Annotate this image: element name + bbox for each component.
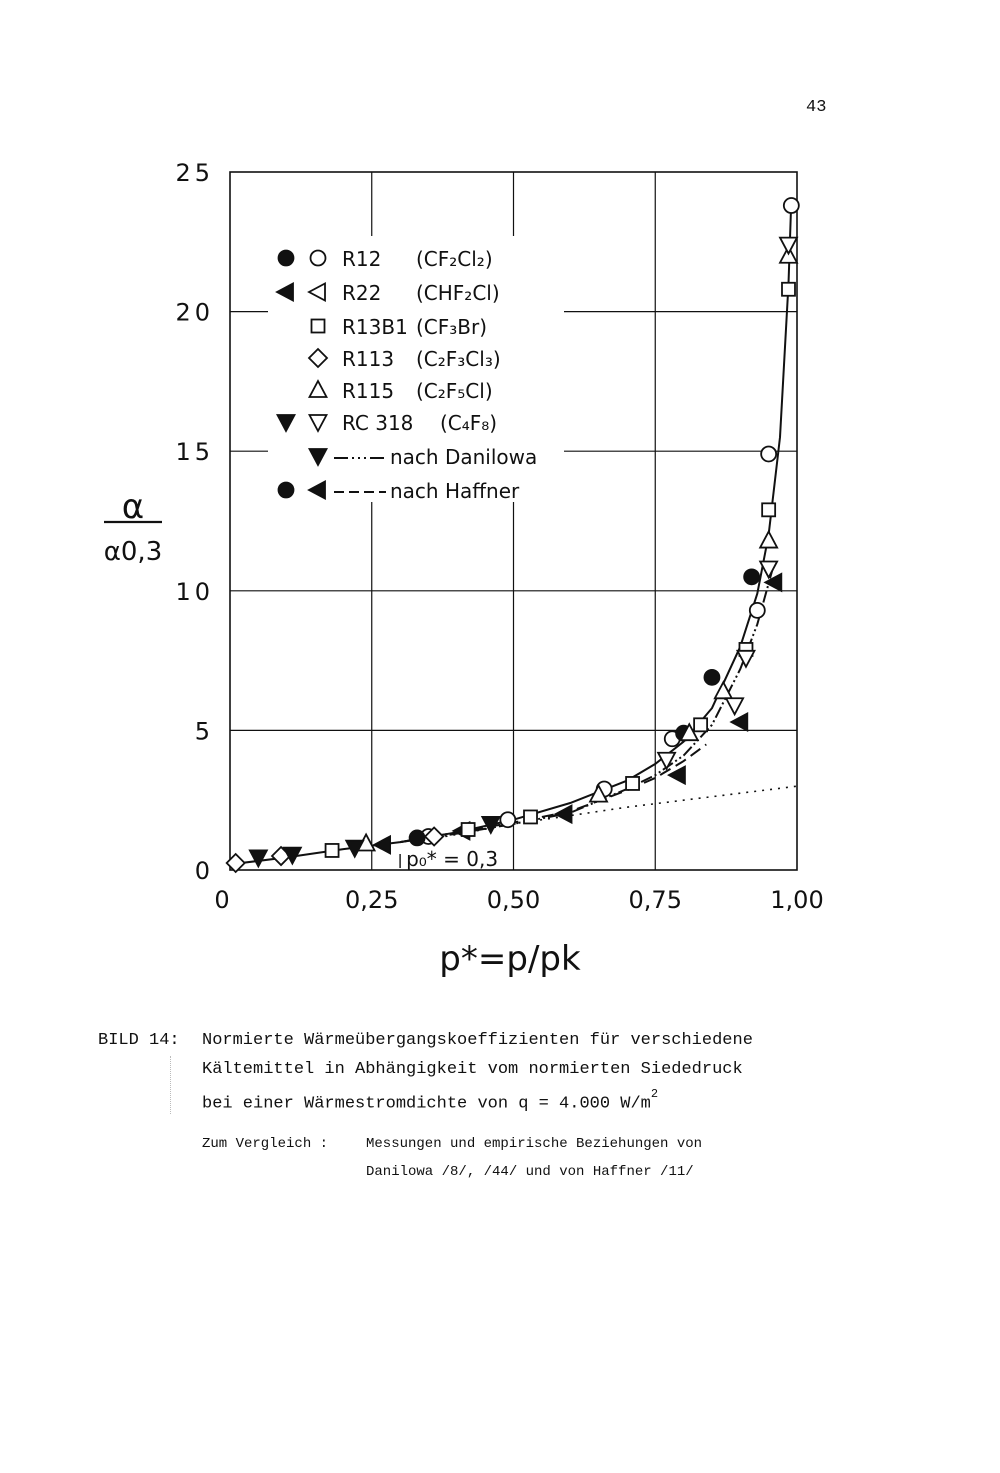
legend-name: RC 318 [342, 411, 414, 435]
y-tick-label: 15 [175, 438, 214, 467]
legend-marker [279, 483, 294, 498]
legend-formula: (C₂F₃Cl₃) [416, 347, 501, 371]
legend-formula: (C₄F₈) [440, 411, 498, 435]
data-point [731, 714, 747, 731]
series-r22-triangle-left-filled [374, 574, 781, 853]
data-point [737, 651, 754, 667]
data-point [462, 823, 475, 836]
data-point [750, 603, 765, 618]
x-tick-label: 0 [214, 886, 230, 914]
y-tick-label: 5 [194, 717, 214, 746]
x-tick-label: 0,25 [345, 886, 399, 914]
legend-name: R12 [342, 247, 382, 271]
note-line-1: Messungen und empirische Beziehungen von [366, 1136, 703, 1152]
legend-formula: (C₂F₅Cl) [416, 379, 493, 403]
legend-marker [311, 251, 326, 266]
data-point [780, 238, 797, 254]
data-point [556, 806, 572, 823]
legend-name: R113 [342, 347, 395, 371]
y-tick-label: 20 [175, 298, 214, 327]
caption-unit-exponent: 2 [650, 1087, 659, 1101]
legend-name: R13B1 [342, 315, 408, 339]
data-point [744, 569, 759, 584]
legend-marker [312, 320, 325, 333]
data-point [762, 503, 775, 516]
legend-name: nach Danilowa [390, 445, 538, 469]
data-point [326, 844, 339, 857]
x-tick-label: 1,00 [770, 886, 824, 914]
note-line-2: Danilowa /8/, /44/ und von Haffner /11/ [366, 1164, 694, 1180]
caption-line-1: Normierte Wärmeübergangskoeffizienten für verschiedene [202, 1031, 753, 1050]
legend-name: R22 [342, 281, 382, 305]
page-number: 43 [806, 98, 827, 117]
legend-formula: (CF₂Cl₂) [416, 247, 493, 271]
data-point [524, 810, 537, 823]
data-point [760, 532, 777, 548]
data-point [410, 830, 425, 845]
x-tick-label: 0,50 [486, 886, 541, 914]
data-point [500, 812, 515, 827]
x-tick-label: 0,75 [628, 886, 682, 914]
annotation-p0-label: p₀* = 0,3 [406, 847, 499, 871]
y-tick-label: 10 [175, 577, 214, 606]
data-point [726, 698, 743, 714]
legend-marker [279, 251, 294, 266]
caption-line-2: Kältemittel in Abhängigkeit vom normierten Siededruck [202, 1060, 743, 1079]
data-point [669, 767, 685, 784]
legend-name: nach Haffner [390, 479, 520, 503]
curve-nach-danilowa [400, 563, 774, 842]
curve-dotted [446, 786, 798, 836]
legend-name: R115 [342, 379, 395, 403]
data-point [374, 836, 390, 853]
caption-rule [170, 1056, 171, 1114]
y-tick-label: 0 [194, 857, 214, 885]
y-axis-label-denominator: α0,3 [103, 537, 163, 567]
data-point [250, 850, 267, 866]
note-label: Zum Vergleich : [202, 1136, 329, 1152]
legend-formula: (CF₃Br) [416, 315, 488, 339]
series-r12-circle-filled [410, 569, 760, 845]
data-point [761, 446, 776, 461]
y-axis-label-numerator: α [121, 487, 145, 527]
data-point [704, 670, 719, 685]
data-point [784, 198, 799, 213]
x-axis-label: p*=p/pk [439, 939, 581, 979]
legend-formula: (CHF₂Cl) [416, 281, 500, 305]
data-point [626, 777, 639, 790]
y-tick-label: 25 [175, 159, 214, 187]
data-point [782, 283, 795, 296]
data-point [694, 718, 707, 731]
caption-label: BILD 14: [98, 1031, 180, 1050]
caption-line-3 [202, 1084, 658, 1119]
caption-line-3-text: bei einer Wärmestromdichte von q = 4.000 W/m [202, 1094, 651, 1114]
